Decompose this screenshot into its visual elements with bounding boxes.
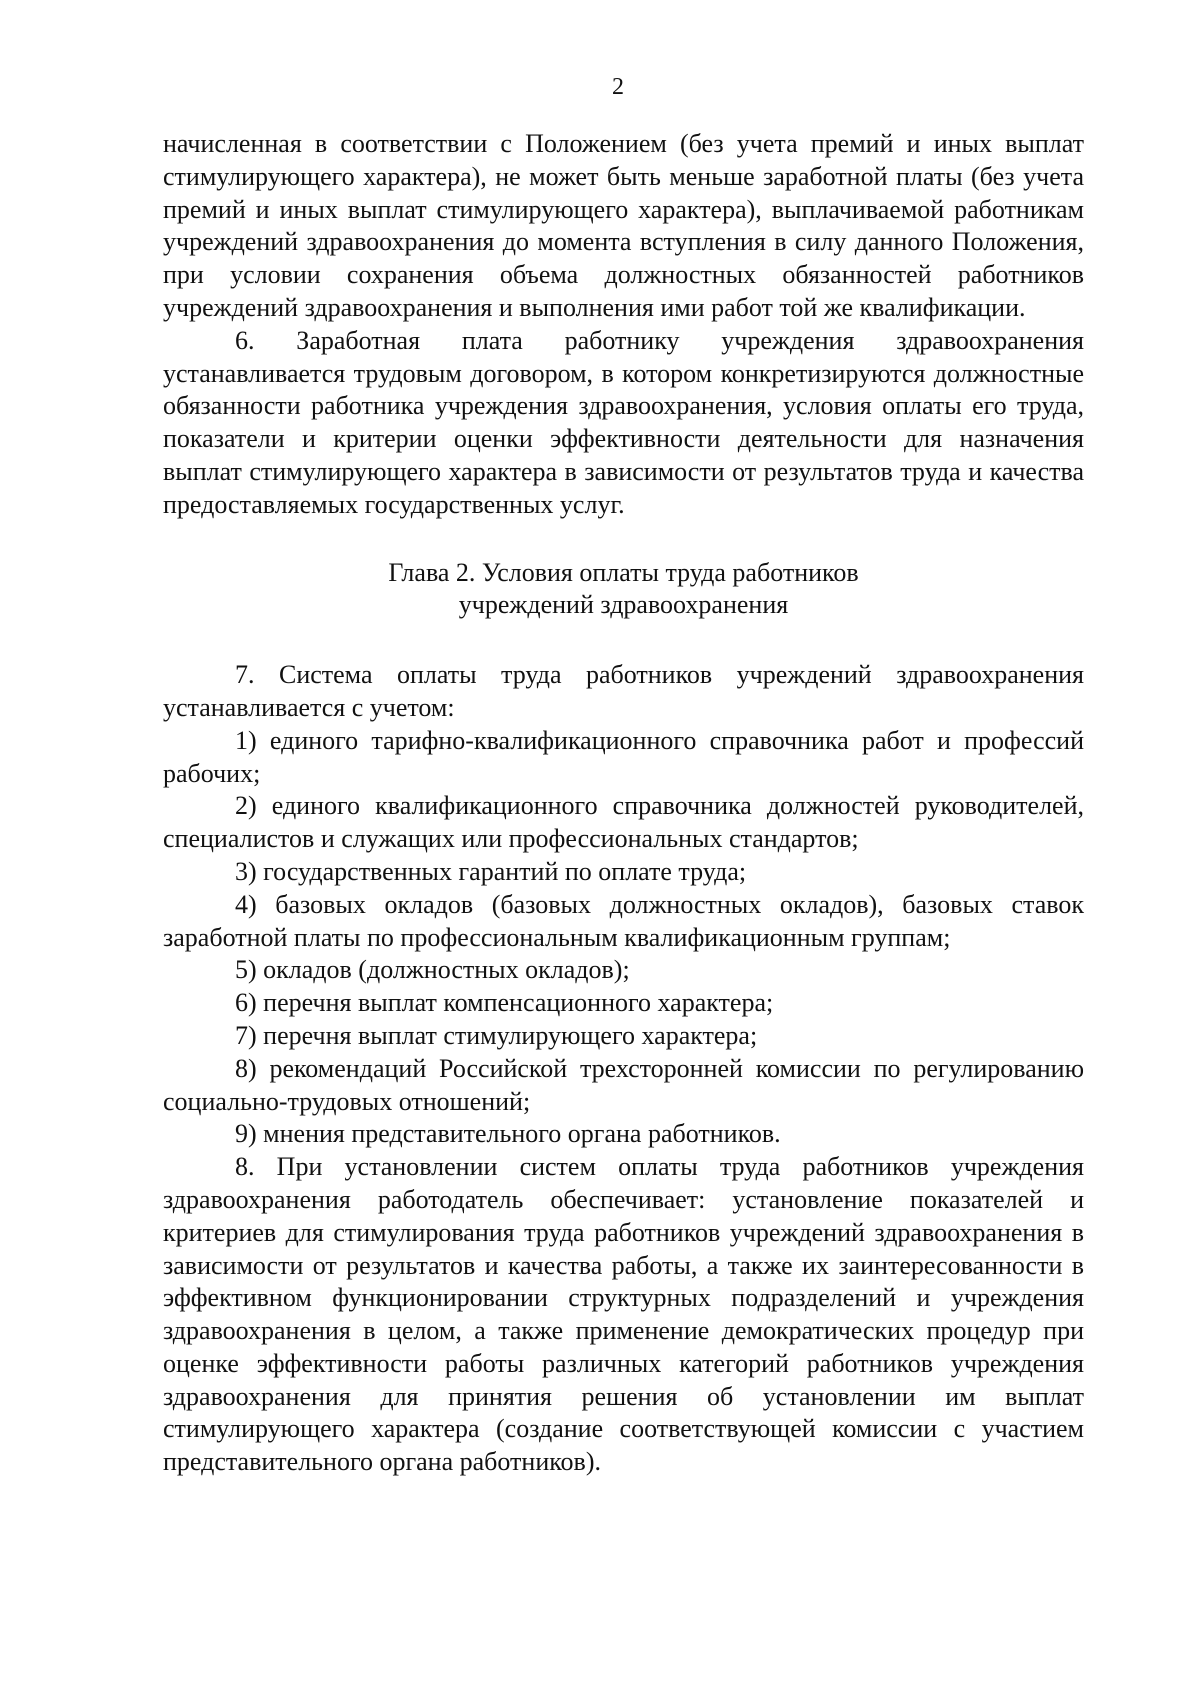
list-item-7-7: 7) перечня выплат стимулирующего характера; (235, 1020, 758, 1050)
list-item-7-1: 1) единого тарифно-квалификационного справочника работ и профессий рабочих; (163, 725, 1084, 788)
list-item-7-4: 4) базовых окладов (базовых должностных окладов), базовых ставок заработной платы по профессиональным квалификационным группам; (163, 889, 1084, 952)
paragraph-item-7: 7. Система оплаты труда работников учреждений здравоохранения устанавливается с учетом: (163, 660, 1084, 722)
paragraph-item-8: 8. При установлении систем оплаты труда работников учреждения здравоохранения работодатель обеспечивает: установление показателей и критериев для стимулирования труда работников учреждений здравоохранения в зависимости от результатов и качества работы, а также их заинтересованности в эффективном функционировании структурных подразделений и учреждения здравоохранения в целом, а также применение демократических процедур при оценке эффективности работы различных категорий работников учреждения здравоохранения для принятия решения об установлении им выплат стимулирующего характера (создание соответствующей комиссии с участием представительного органа работников). (163, 1152, 1084, 1477)
paragraph-item-6: 6. Заработная плата работнику учреждения здравоохранения устанавливается трудовым договором, в котором конкретизируются должностные обязанности работника учреждения здравоохранения, условия оплаты его труда, показатели и критерии оценки эффективности деятельности для назначения выплат стимулирующего характера в зависимости от результатов труда и качества предоставляемых государственных услуг. (163, 325, 1084, 519)
chapter-heading-line-2: учреждений здравоохранения (458, 590, 789, 620)
list-item-7-5: 5) окладов (должностных окладов); (235, 955, 630, 985)
chapter-heading (163, 557, 1084, 623)
list-item-7-6: 6) перечня выплат компенсационного характера; (235, 988, 774, 1018)
document-body (163, 128, 1084, 1479)
list-item-7-8: 8) рекомендаций Российской трехсторонней комиссии по регулированию социально-трудовых отношений; (163, 1053, 1084, 1116)
paragraph-continuation: начисленная в соответствии с Положением (без учета премий и иных выплат стимулирующего характера), не может быть меньше заработной платы (без учета премий и иных выплат стимулирующего характера), выплачиваемой работникам учреждений здравоохранения до момента вступления в силу данного Положения, при условии сохранения объема должностных обязанностей работников учреждений здравоохранения и выполнения ими работ той же квалификации. (163, 129, 1084, 322)
list-item-7-9: 9) мнения представительного органа работников. (235, 1119, 781, 1149)
list-item-7-3: 3) государственных гарантий по оплате труда; (235, 856, 747, 886)
page-number: 2 (612, 74, 624, 100)
list-item-7-2: 2) единого квалификационного справочника должностей руководителей, специалистов и служащих или профессиональных стандартов; (163, 791, 1084, 854)
chapter-heading-line-1: Глава 2. Условия оплаты труда работников (388, 557, 859, 587)
